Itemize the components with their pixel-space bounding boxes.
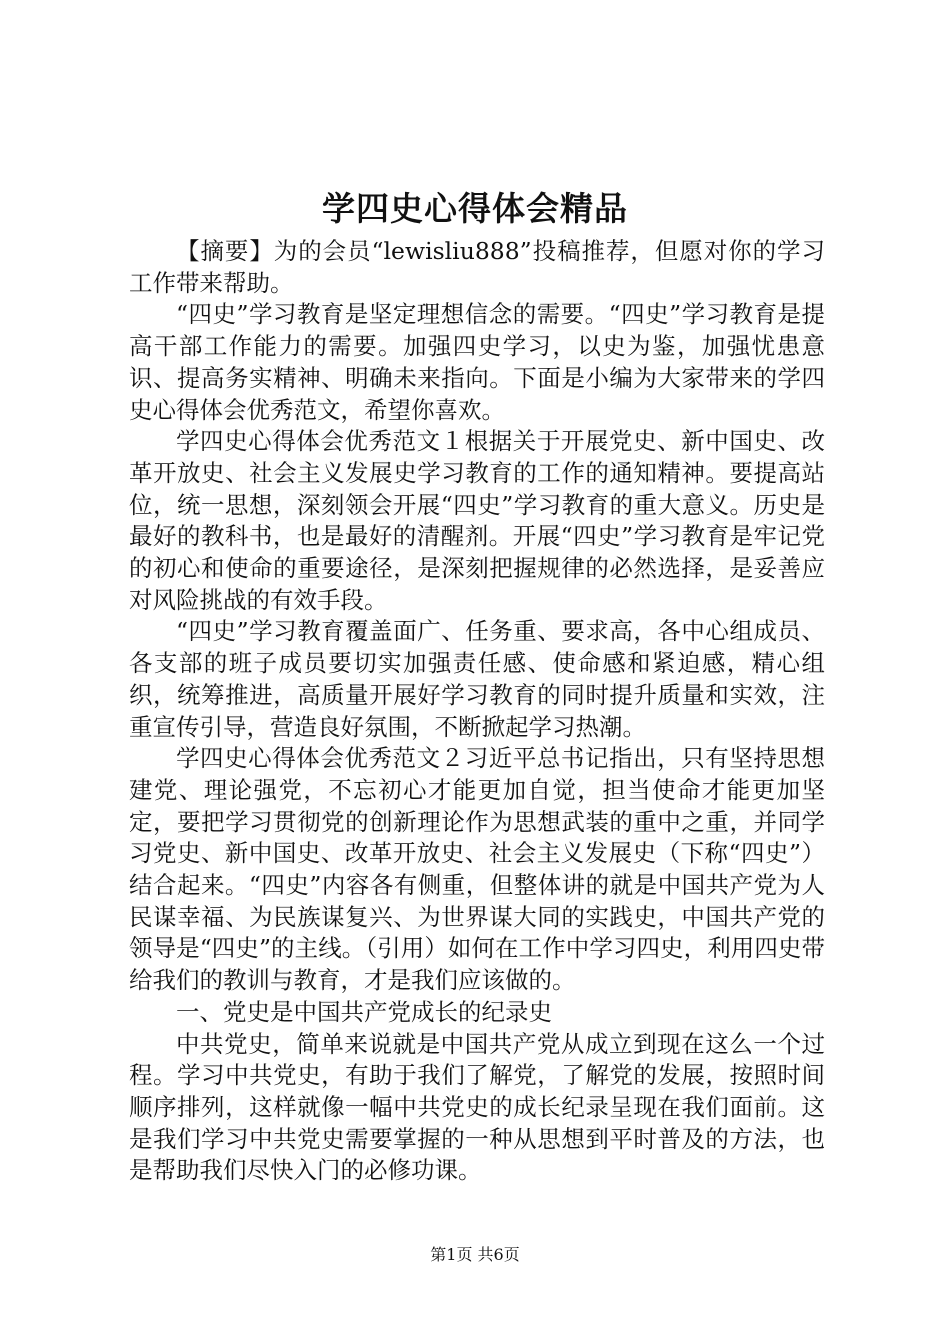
- document-body: [129, 236, 825, 1187]
- paragraph-section-body: 中共党史，简单来说就是中国共产党从成立到现在这么一个过程。学习中共党史，有助于我们了解党，了解党的发展，按照时间顺序排列，这样就像一幅中共党史的成长纪录呈现在我们面前。这是我们学习中共党史需要掌握的一种从思想到平时普及的方法，也是帮助我们尽快入门的必修功课。: [129, 1029, 825, 1185]
- paragraph-essay-2: 学四史心得体会优秀范文２习近平总书记指出，只有坚持思想建党、理论强党，不忘初心才能更加自觉，担当使命才能更加坚定，要把学习贯彻党的创新理论作为思想武装的重中之重，并同学习党史、新中国史、改革开放史、社会主义发展史（下称“四史”）结合起来。“四史”内容各有侧重，但整体讲的就是中国共产党为人民谋幸福、为民族谋复兴、为世界谋大同的实践史，中国共产党的领导是“四史”的主线。（引用）如何在工作中学习四史，利用四史带给我们的教训与教育，才是我们应该做的。: [129, 744, 825, 995]
- paragraph-intro: “四史”学习教育是坚定理想信念的需要。“四史”学习教育是提高干部工作能力的需要。加强四史学习，以史为鉴，加强忧患意识、提高务实精神、明确未来指向。下面是小编为大家带来的学四史心得体会优秀范文，希望你喜欢。: [129, 300, 825, 424]
- paragraph-essay-1: 学四史心得体会优秀范文１根据关于开展党史、新中国史、改革开放史、社会主义发展史学习教育的工作的通知精神。要提高站位，统一思想，深刻领会开展“四史”学习教育的重大意义。历史是最好的教科书，也是最好的清醒剂。开展“四史”学习教育是牢记党的初心和使命的重要途径，是深刻把握规律的必然选择，是妥善应对风险挑战的有效手段。: [129, 427, 825, 614]
- document-title: 学四史心得体会精品: [322, 189, 628, 228]
- page-number-footer: 第1页 共6页: [430, 1245, 520, 1264]
- paragraph-essay-1-cont: “四史”学习教育覆盖面广、任务重、要求高，各中心组成员、各支部的班子成员要切实加强责任感、使命感和紧迫感，精心组织，统筹推进，高质量开展好学习教育的同时提升质量和实效，注重宣传引导，营造良好氛围，不断掀起学习热潮。: [129, 617, 825, 741]
- paragraph-abstract: 【摘要】为的会员“lewisliu888”投稿推荐，但愿对你的学习工作带来帮助。: [129, 237, 825, 297]
- section-heading: 一、党史是中国共产党成长的纪录史: [176, 997, 552, 1026]
